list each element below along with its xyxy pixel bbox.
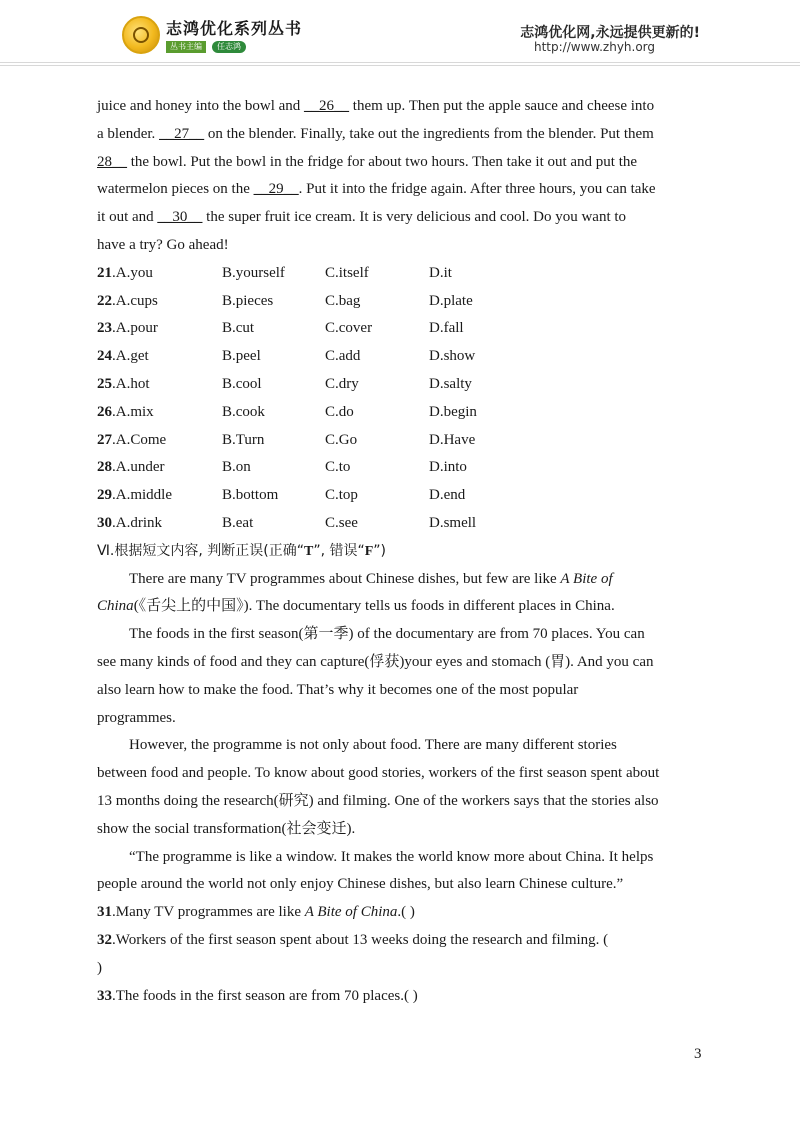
editor-label: 丛书主编: [166, 41, 206, 53]
false-mark: F: [364, 543, 374, 559]
passage-line: [97, 121, 707, 149]
option-a: [97, 371, 222, 399]
option-d: D.Have: [429, 431, 476, 448]
option-a: [97, 482, 222, 510]
question-row: [97, 482, 707, 510]
article-text: programmes.: [97, 709, 176, 726]
article-text: between food and people. To know about good stories, workers of the first season spent about: [97, 765, 660, 782]
option-c: C.top: [325, 487, 358, 504]
option-d: D.fall: [429, 320, 464, 337]
article-text: (《舌尖上的中国》). The documentary tells us foods in different places in China.: [133, 598, 615, 615]
tf-question: [97, 899, 707, 927]
question-row: [97, 427, 707, 455]
option-c: C.see: [325, 514, 358, 531]
article-text: There are many TV programmes about Chinese dishes, but few are like: [129, 570, 561, 587]
italic-title: A Bite of China: [304, 904, 398, 921]
question-row: [97, 454, 707, 482]
option-a-text: .A.Come: [112, 431, 167, 448]
option-a: [97, 510, 222, 538]
article-line: [97, 649, 707, 677]
page-header: [0, 0, 800, 66]
question-number: 29: [97, 487, 112, 504]
option-b: B.on: [222, 459, 251, 476]
tf-question: [97, 927, 707, 955]
section-heading-suffix: ”): [373, 542, 387, 559]
article-text: 13 months doing the research(研究) and filming. One of the workers says that the stories also: [97, 792, 659, 809]
answer-blank: __26__: [304, 98, 350, 114]
article-line: [97, 621, 707, 649]
option-d: D.begin: [429, 403, 477, 420]
answer-blank: __27__: [159, 125, 205, 142]
question-text: .( ): [397, 904, 415, 921]
question-text: ): [97, 959, 102, 976]
passage-text: it out and: [97, 209, 158, 226]
article-line: [97, 593, 707, 621]
section-heading-prefix: Ⅵ.根据短文内容, 判断正误(正确“: [97, 542, 304, 559]
article-line: [97, 788, 707, 816]
option-a-text: .A.get: [112, 348, 149, 365]
header-url: http://www.zhyh.org: [534, 40, 656, 54]
option-b: B.Turn: [222, 431, 265, 448]
passage-text: . Put it into the fridge again. After three hours, you can take: [298, 181, 656, 198]
option-b: B.cook: [222, 403, 265, 420]
option-a-text: .A.mix: [112, 403, 154, 420]
option-c: C.itself: [325, 264, 369, 281]
option-a-text: .A.under: [112, 459, 165, 476]
question-number: 23: [97, 320, 112, 337]
header-divider: [0, 62, 800, 68]
option-b: B.yourself: [222, 264, 285, 281]
option-a: [97, 343, 222, 371]
option-c: C.bag: [325, 292, 361, 309]
option-b: B.cool: [222, 375, 262, 392]
option-a: [97, 454, 222, 482]
article-line: [97, 760, 707, 788]
article-line: [97, 732, 707, 760]
question-number: 26: [97, 403, 112, 420]
question-number: 22: [97, 292, 112, 309]
question-text: .Many TV programmes are like: [112, 904, 305, 921]
option-a-text: .A.pour: [112, 320, 158, 337]
article-line: [97, 677, 707, 705]
article-line: [97, 816, 707, 844]
question-number: 30: [97, 514, 112, 531]
tf-question: [97, 955, 707, 983]
passage-line: [97, 232, 707, 260]
question-row: [97, 371, 707, 399]
option-a-text: .A.hot: [112, 375, 150, 392]
option-a: [97, 399, 222, 427]
option-a-text: .A.drink: [112, 514, 162, 531]
option-b: B.bottom: [222, 487, 279, 504]
question-text: .The foods in the first season are from 70 places.( ): [112, 987, 418, 1004]
italic-title: China: [97, 598, 134, 615]
option-d: D.salty: [429, 375, 472, 392]
tf-question: [97, 983, 707, 1011]
article-line: [97, 871, 707, 899]
option-a-text: .A.you: [112, 264, 153, 281]
question-number: 33: [97, 987, 112, 1004]
option-a-text: .A.middle: [112, 487, 172, 504]
question-number: 24: [97, 348, 112, 365]
answer-blank: __29__: [253, 181, 299, 198]
page-content: [97, 93, 707, 1010]
option-c: C.do: [325, 403, 354, 420]
publisher-logo-icon: [122, 16, 160, 54]
question-number: 27: [97, 431, 112, 448]
option-d: D.show: [429, 348, 476, 365]
question-number: 25: [97, 375, 112, 392]
question-number: 31: [97, 904, 112, 921]
passage-text: juice and honey into the bowl and: [97, 98, 305, 114]
option-d: D.into: [429, 459, 467, 476]
passage-line: [97, 176, 707, 204]
page-number: 3: [694, 1046, 702, 1062]
option-b: B.cut: [222, 320, 255, 337]
passage-text: the super fruit ice cream. It is very delicious and cool. Do you want to: [202, 209, 627, 226]
passage-text: have a try? Go ahead!: [97, 236, 229, 253]
question-number: 28: [97, 459, 112, 476]
question-text: .Workers of the first season spent about 13 weeks doing the research and filming. (: [112, 931, 609, 948]
option-b: B.eat: [222, 514, 254, 531]
option-c: C.cover: [325, 320, 373, 337]
option-a-text: .A.cups: [112, 292, 158, 309]
italic-title: A Bite of: [560, 570, 613, 587]
question-row: [97, 315, 707, 343]
article-text: show the social transformation(社会变迁).: [97, 820, 356, 837]
question-number: 32: [97, 931, 112, 948]
question-row: [97, 343, 707, 371]
article-text: see many kinds of food and they can capture(俘获)your eyes and stomach (胃). And you can: [97, 653, 654, 670]
passage-text: a blender.: [97, 125, 160, 142]
option-c: C.Go: [325, 431, 358, 448]
article-line: [97, 705, 707, 733]
article-text: The foods in the first season(第一季) of the documentary are from 70 places. You can: [129, 626, 645, 643]
cloze-options: [97, 260, 707, 538]
article-line: [97, 566, 707, 594]
option-c: C.add: [325, 348, 361, 365]
question-row: [97, 260, 707, 288]
section-heading: [97, 538, 707, 566]
option-d: D.end: [429, 487, 466, 504]
passage-text: watermelon pieces on the: [97, 181, 254, 198]
question-row: [97, 510, 707, 538]
question-number: 21: [97, 264, 112, 281]
question-row: [97, 399, 707, 427]
answer-blank: 28__: [97, 153, 127, 170]
option-b: B.pieces: [222, 292, 274, 309]
article-text: also learn how to make the food. That’s why it becomes one of the most popular: [97, 681, 579, 698]
option-a: [97, 260, 222, 288]
editor-name: 任志鸿: [212, 41, 246, 53]
passage-text: on the blender. Finally, take out the ingredients from the blender. Put them: [204, 125, 654, 142]
section-heading-mid: ”, 错误“: [313, 542, 365, 559]
article-text: However, the programme is not only about food. There are many different stories: [129, 737, 617, 754]
true-mark: T: [303, 543, 314, 559]
option-a: [97, 427, 222, 455]
passage-text: the bowl. Put the bowl in the fridge for about two hours. Then take it out and put the: [127, 153, 638, 170]
passage-line: [97, 149, 707, 177]
series-title: 志鸿优化系列丛书: [166, 19, 303, 38]
passage-text: them up. Then put the apple sauce and cheese into: [349, 98, 655, 114]
option-d: D.it: [429, 264, 452, 281]
passage-line: [97, 204, 707, 232]
option-d: D.plate: [429, 292, 473, 309]
question-row: [97, 288, 707, 316]
passage-line: [97, 93, 707, 121]
option-a: [97, 288, 222, 316]
true-false-questions: [97, 899, 707, 1010]
reading-article: [97, 566, 707, 900]
option-c: C.dry: [325, 375, 359, 392]
option-c: C.to: [325, 459, 351, 476]
article-text: people around the world not only enjoy Chinese dishes, but also learn Chinese culture.”: [97, 876, 624, 893]
article-text: “The programme is like a window. It makes the world know more about China. It helps: [129, 848, 654, 865]
option-b: B.peel: [222, 348, 261, 365]
header-slogan: 志鸿优化网,永远提供更新的!: [520, 25, 700, 41]
answer-blank: __30__: [157, 209, 203, 226]
cloze-passage: [97, 93, 707, 260]
option-a: [97, 315, 222, 343]
article-line: [97, 844, 707, 872]
option-d: D.smell: [429, 514, 477, 531]
